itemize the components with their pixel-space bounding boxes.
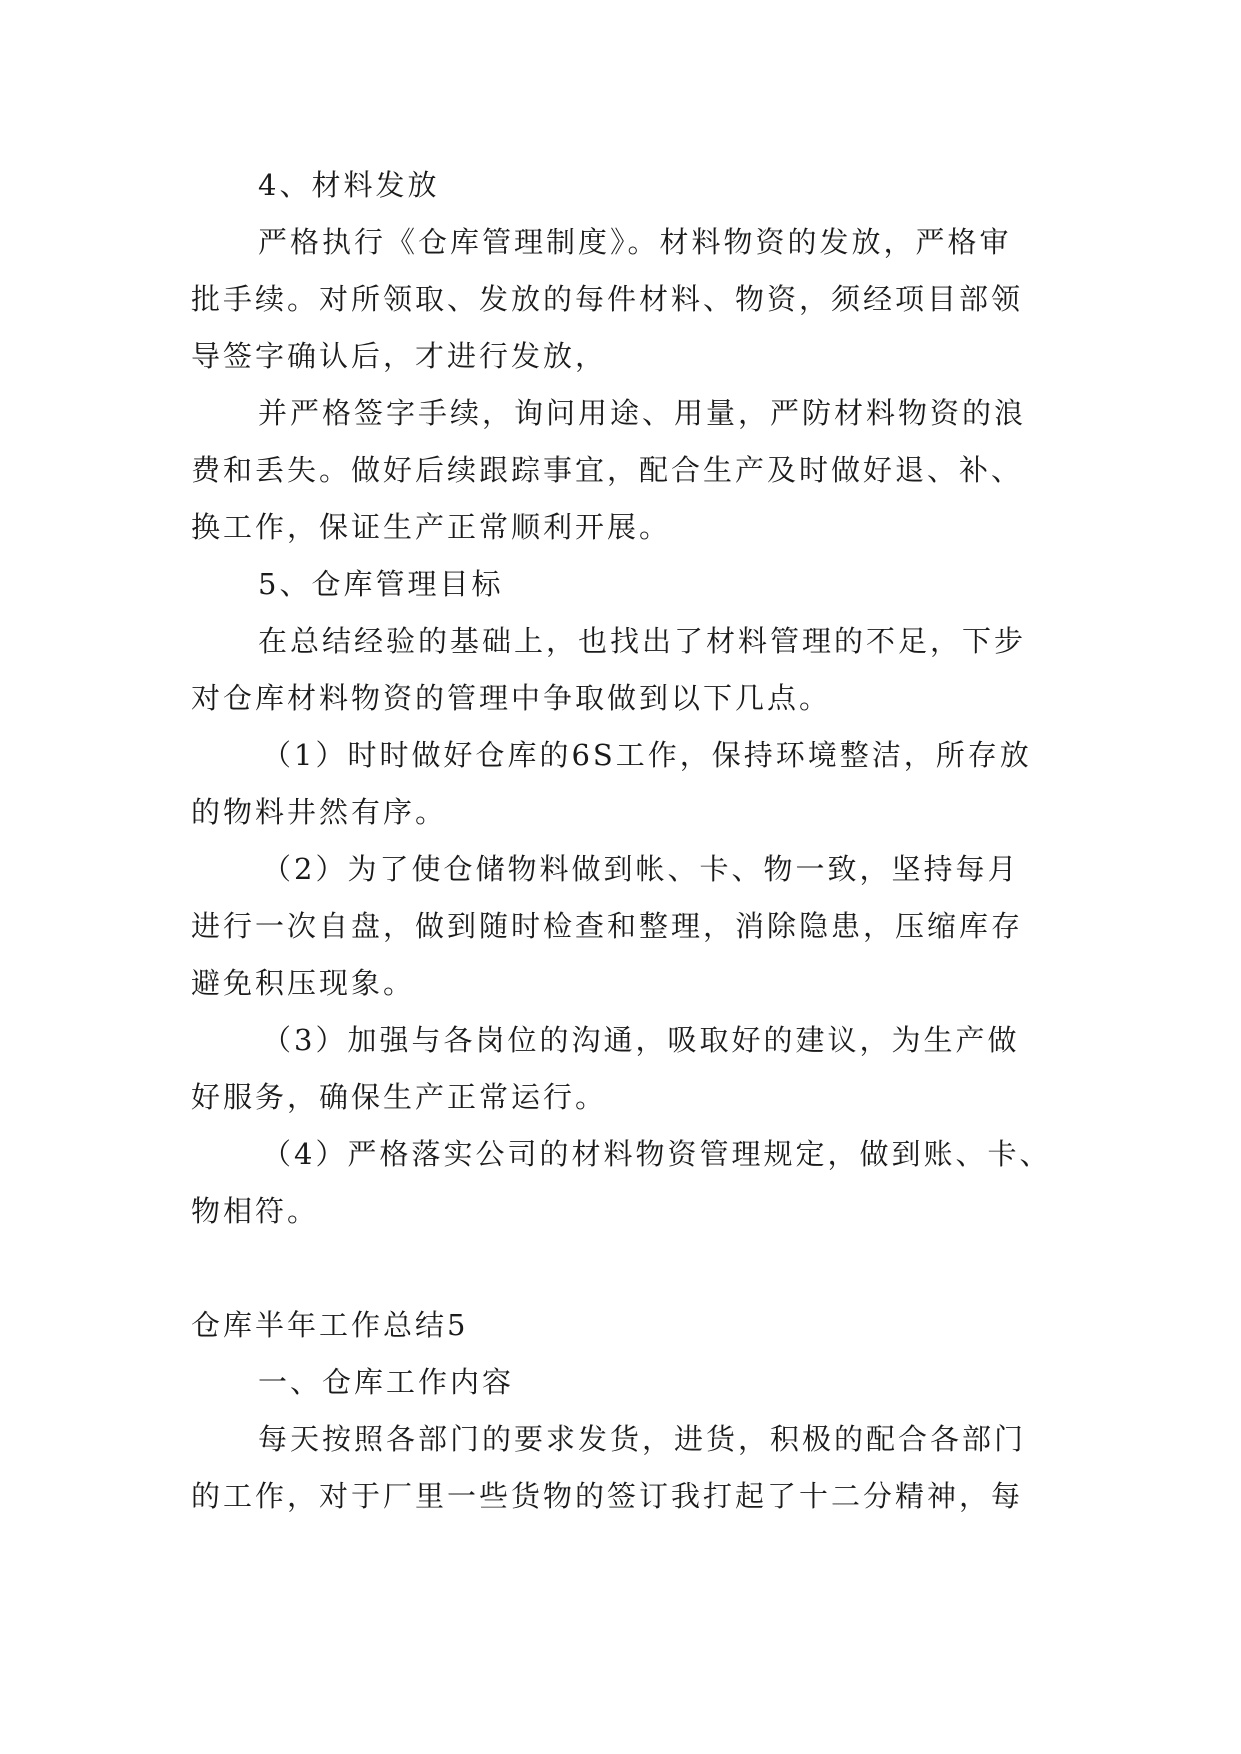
paragraph-line: 费和丢失。做好后续跟踪事宜，配合生产及时做好退、补、 xyxy=(191,453,1024,487)
paragraph-line: 换工作，保证生产正常顺利开展。 xyxy=(191,510,672,544)
list-item-4-line: （4）严格落实公司的材料物资管理规定，做到账、卡、 xyxy=(262,1137,1052,1171)
section-heading-4: 4、材料发放 xyxy=(258,168,440,202)
paragraph-line: 严格执行《仓库管理制度》。材料物资的发放，严格审 xyxy=(258,225,1012,259)
list-item-2-line: 进行一次自盘，做到随时检查和整理，消除隐患，压缩库存 xyxy=(191,909,1024,943)
paragraph-line: 导签字确认后，才进行发放， xyxy=(191,339,608,373)
list-item-1-line: 的物料井然有序。 xyxy=(191,795,448,829)
list-item-3-line: （3）加强与各岗位的沟通，吸取好的建议，为生产做 xyxy=(262,1023,1020,1057)
document-title: 仓库半年工作总结5 xyxy=(191,1308,469,1342)
list-item-4-line: 物相符。 xyxy=(191,1194,320,1228)
section-heading-1: 一、仓库工作内容 xyxy=(258,1365,515,1399)
list-item-3-line: 好服务，确保生产正常运行。 xyxy=(191,1080,608,1114)
list-item-2-line: 避免积压现象。 xyxy=(191,966,416,1000)
paragraph-line: 的工作，对于厂里一些货物的签订我打起了十二分精神，每 xyxy=(191,1479,1024,1513)
paragraph-line: 并严格签字手续，询问用途、用量，严防材料物资的浪 xyxy=(258,396,1027,430)
paragraph-line: 每天按照各部门的要求发货，进货，积极的配合各部门 xyxy=(258,1422,1027,1456)
paragraph-line: 批手续。对所领取、发放的每件材料、物资，须经项目部领 xyxy=(191,282,1024,316)
paragraph-line: 在总结经验的基础上，也找出了材料管理的不足，下步 xyxy=(258,624,1027,658)
paragraph-line: 对仓库材料物资的管理中争取做到以下几点。 xyxy=(191,681,832,715)
list-item-1-line: （1）时时做好仓库的6S工作，保持环境整洁，所存放 xyxy=(262,738,1032,772)
list-item-2-line: （2）为了使仓储物料做到帐、卡、物一致，坚持每月 xyxy=(262,852,1020,886)
section-heading-5: 5、仓库管理目标 xyxy=(258,567,504,601)
